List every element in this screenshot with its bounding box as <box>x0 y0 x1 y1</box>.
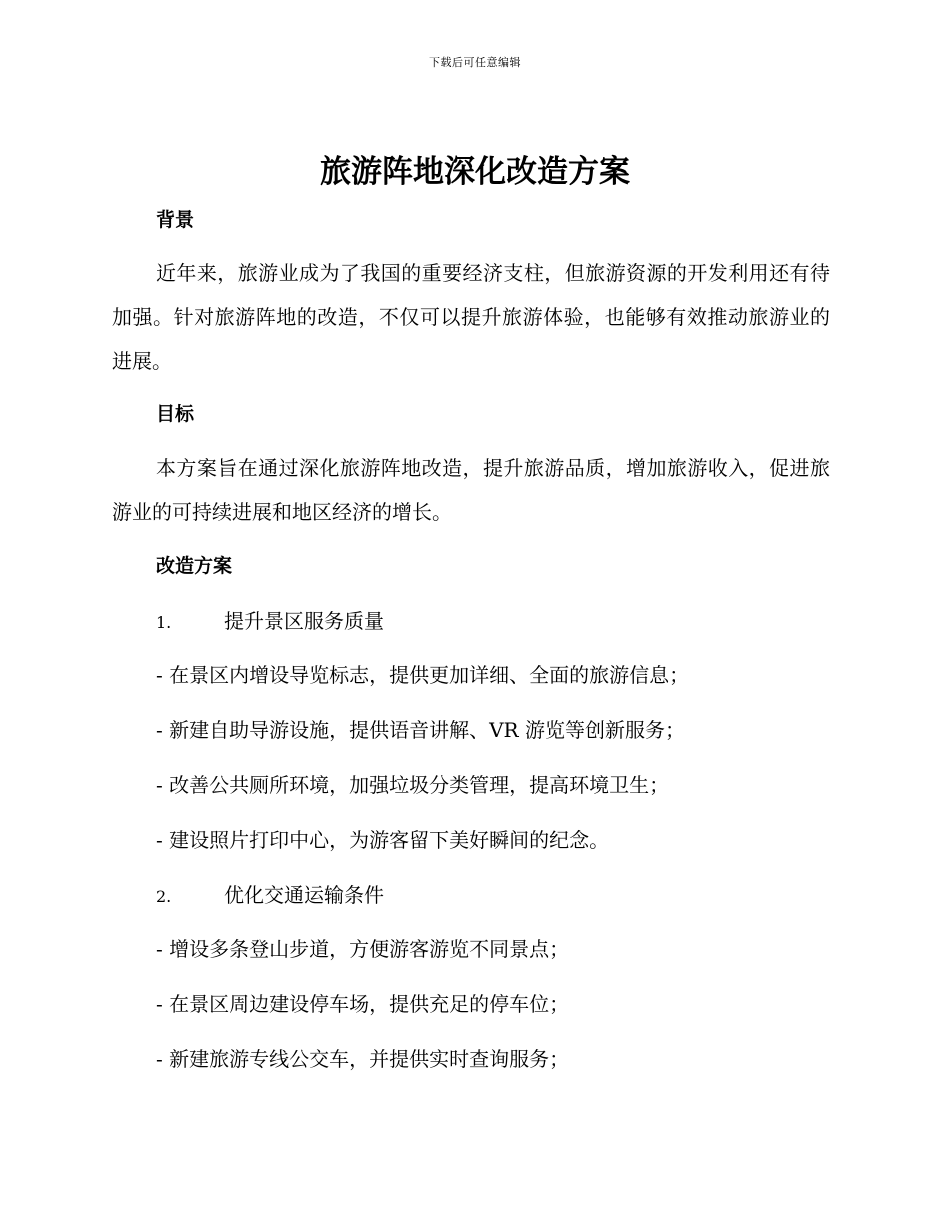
background-paragraph: 近年来，旅游业成为了我国的重要经济支柱，但旅游资源的开发利用还有待加强。针对旅游阵地的改造，不仅可以提升旅游体验，也能够有效推动旅游业的进展。 <box>112 261 830 373</box>
plan-bullet: - 在景区内增设导览标志，提供更加详细、全面的旅游信息； <box>156 663 690 687</box>
plan-item-title: 提升景区服务质量 <box>224 609 384 633</box>
plan-item-number: 2. <box>156 887 172 906</box>
goal-paragraph: 本方案旨在通过深化旅游阵地改造，提升旅游品质，增加旅游收入，促进旅游业的可持续进展和地区经济的增长。 <box>112 456 830 524</box>
section-heading-background: 背景 <box>156 209 195 231</box>
plan-bullet: - 新建旅游专线公交车，并提供实时查询服务； <box>156 1047 570 1071</box>
plan-bullet: - 新建自助导游设施，提供语音讲解、VR 游览等创新服务； <box>156 718 685 742</box>
plan-item-title: 优化交通运输条件 <box>224 883 384 907</box>
section-heading-plan: 改造方案 <box>156 555 233 577</box>
plan-bullet: - 在景区周边建设停车场，提供充足的停车位； <box>156 992 570 1016</box>
plan-item-heading <box>156 881 384 911</box>
plan-item-number: 1. <box>156 613 172 632</box>
document-title: 旅游阵地深化改造方案 <box>320 154 630 190</box>
plan-bullet: - 建设照片打印中心，为游客留下美好瞬间的纪念。 <box>156 828 610 852</box>
plan-bullet: - 增设多条登山步道，方便游客游览不同景点； <box>156 937 570 961</box>
plan-bullet: - 改善公共厕所环境，加强垃圾分类管理，提高环境卫生； <box>156 773 670 797</box>
section-heading-goal: 目标 <box>156 403 195 425</box>
header-note: 下载后可任意编辑 <box>429 56 521 69</box>
plan-item-heading <box>156 607 384 637</box>
